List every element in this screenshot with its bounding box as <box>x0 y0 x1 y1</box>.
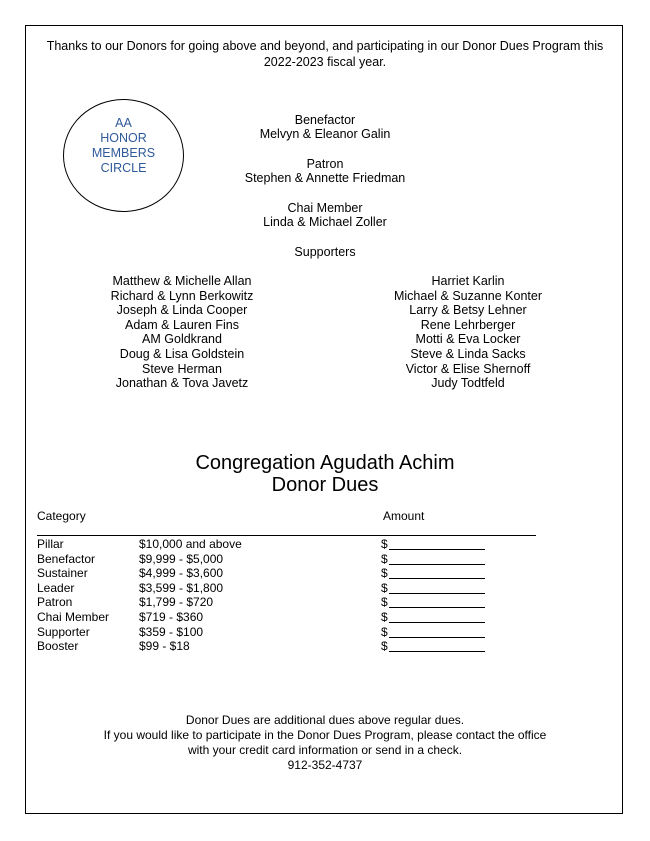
table-row <box>37 581 497 596</box>
patron-names: Stephen & Annette Friedman <box>244 171 406 185</box>
table-row <box>37 552 497 567</box>
amount-blank-line[interactable] <box>389 607 485 608</box>
amount-blank-line[interactable] <box>389 651 485 652</box>
category-cell: Chai Member <box>37 609 110 624</box>
form-title: Donor Dues <box>271 474 379 496</box>
header-divider <box>37 535 536 536</box>
amount-blank-line[interactable] <box>389 622 485 623</box>
category-cell: Pillar <box>37 537 64 551</box>
range-cell: $10,000 and above <box>139 537 242 551</box>
amount-blank-line[interactable] <box>389 593 485 594</box>
table-row <box>37 566 497 581</box>
table-row <box>37 625 497 640</box>
category-cell: Sustainer <box>37 566 88 581</box>
supporter-name: Michael & Suzanne Konter <box>393 288 542 303</box>
org-title: Congregation Agudath Achim <box>195 452 455 474</box>
chai-member-names: Linda & Michael Zoller <box>263 215 387 229</box>
range-cell: $4,999 - $3,600 <box>139 566 224 581</box>
currency-symbol: $ <box>381 609 388 624</box>
donor-dues-table <box>37 537 497 654</box>
chai-member-label: Chai Member <box>287 201 363 215</box>
currency-symbol: $ <box>381 580 388 595</box>
supporter-name: Matthew & Michelle Allan <box>112 274 252 288</box>
amount-blank-line[interactable] <box>389 549 485 550</box>
supporter-name: Judy Todtfeld <box>431 376 505 391</box>
currency-symbol: $ <box>381 624 388 639</box>
currency-symbol: $ <box>381 537 388 551</box>
honor-members-circle <box>63 99 184 212</box>
circle-line: HONOR <box>100 131 147 145</box>
supporter-name: Victor & Elise Shernoff <box>405 361 531 376</box>
supporter-name: Motti & Eva Locker <box>415 332 521 347</box>
range-cell: $3,599 - $1,800 <box>139 580 224 595</box>
category-header: Category <box>37 509 86 523</box>
range-cell: $359 - $100 <box>139 624 204 639</box>
footer-line: with your credit card information or send in a check. <box>187 743 463 757</box>
currency-symbol: $ <box>381 551 388 566</box>
amount-header: Amount <box>383 509 425 523</box>
category-cell: Supporter <box>37 624 90 639</box>
currency-symbol: $ <box>381 566 388 581</box>
footer-note <box>75 713 575 773</box>
patron-label: Patron <box>306 157 344 171</box>
supporter-name: Joseph & Linda Cooper <box>116 303 248 318</box>
range-cell: $9,999 - $5,000 <box>139 551 224 566</box>
footer-line: Donor Dues are additional dues above regular dues. <box>185 713 465 727</box>
intro-text: Thanks to our Donors for going above and beyond, and participating in our Donor Dues Program this 2022-2023 fiscal year. <box>46 39 604 69</box>
supporters-right-list <box>348 274 588 391</box>
category-cell: Booster <box>37 639 79 654</box>
supporter-name: Harriet Karlin <box>431 274 505 288</box>
supporter-name: Rene Lehrberger <box>420 317 516 332</box>
amount-blank-line[interactable] <box>389 637 485 638</box>
category-cell: Leader <box>37 580 75 595</box>
circle-line: MEMBERS <box>91 146 156 160</box>
benefactor-label: Benefactor <box>294 113 356 127</box>
amount-blank-line[interactable] <box>389 564 485 565</box>
table-row <box>37 610 497 625</box>
footer-phone: 912-352-4737 <box>287 758 363 772</box>
supporter-name: Steve & Linda Sacks <box>410 346 526 361</box>
table-row <box>37 537 497 552</box>
currency-symbol: $ <box>381 639 388 654</box>
table-row <box>37 639 497 654</box>
supporter-name: Steve Herman <box>142 361 222 376</box>
category-cell: Benefactor <box>37 551 96 566</box>
supporter-name: Larry & Betsy Lehner <box>409 303 527 318</box>
supporter-name: Richard & Lynn Berkowitz <box>110 288 254 303</box>
supporter-name: Doug & Lisa Goldstein <box>119 346 245 361</box>
circle-line: AA <box>115 116 132 130</box>
supporters-left-list <box>62 274 302 391</box>
circle-line: CIRCLE <box>100 161 147 175</box>
range-cell: $719 - $360 <box>139 609 204 624</box>
benefactor-names: Melvyn & Eleanor Galin <box>259 127 391 141</box>
amount-blank-line[interactable] <box>389 578 485 579</box>
footer-line: If you would like to participate in the Donor Dues Program, please contact the office <box>103 728 547 742</box>
table-row <box>37 595 497 610</box>
category-cell: Patron <box>37 595 73 610</box>
supporter-name: AM Goldkrand <box>142 332 222 347</box>
range-cell: $99 - $18 <box>139 639 190 654</box>
supporter-name: Jonathan & Tova Javetz <box>115 376 249 391</box>
range-cell: $1,799 - $720 <box>139 595 214 610</box>
supporter-name: Adam & Lauren Fins <box>125 317 239 332</box>
currency-symbol: $ <box>381 595 388 610</box>
supporters-label: Supporters <box>294 245 356 259</box>
